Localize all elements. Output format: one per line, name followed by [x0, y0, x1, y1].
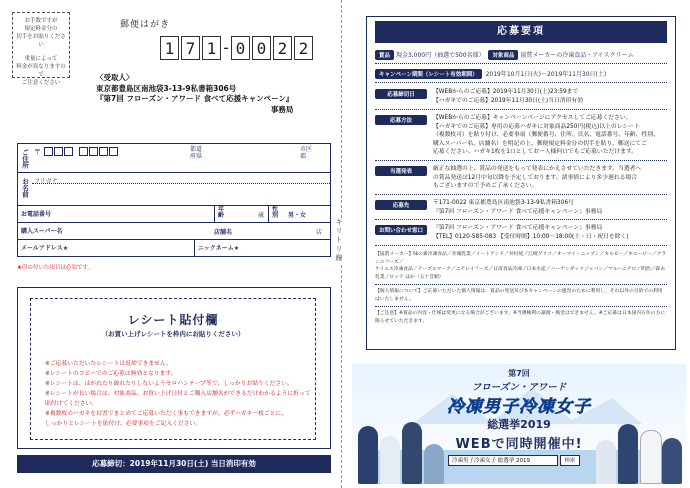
address-line: 東京都豊島区南池袋3-13-9私書箱306号	[96, 83, 237, 93]
zip-digit: 2	[294, 36, 313, 60]
form-note: ★印の付いた項目は必須です。	[17, 265, 93, 271]
target-tag: 対象商品	[488, 50, 518, 60]
caution-note: 【ご注意】※賞品の内容・仕様は変更になる場合がございます。※当選権利の譲渡・換金はできません。※ご応募は日本国内在住の方に限らせていただきます。	[375, 311, 666, 324]
store-unit: 店	[316, 229, 323, 236]
stamp-note-5: 重量によって	[24, 56, 58, 62]
contact-text: 『第7回 フローズン・アワード 食べて応援キャンペーン』事務局 【TEL】0120-585-083 【受付時間】10:00～18:00(土・日・祝日を除く)	[433, 225, 629, 240]
address-tag: 応募先	[375, 200, 427, 210]
gender-options[interactable]: 男・女	[288, 212, 307, 219]
period-value: 2019年10月1日(火)～2019年11月30日(土)	[485, 71, 607, 78]
zip-digit: 7	[181, 36, 200, 60]
name-label: お名前	[21, 178, 29, 198]
cut-line-label: キリトリ線	[335, 218, 343, 263]
email-label: メールアドレス★	[21, 245, 69, 252]
contact-tag: お問い合わせ窓口	[375, 225, 427, 235]
zip-digit: 2	[273, 36, 292, 60]
banner-web-notice: WEBで同時開催中!	[455, 437, 583, 452]
banner-award: フローズン・アワード	[471, 382, 567, 393]
person-figure	[424, 444, 444, 484]
person-figure	[402, 422, 422, 484]
receipt-area	[17, 287, 331, 449]
phone-row[interactable]	[18, 206, 330, 223]
furigana-label: フリガナ	[34, 178, 58, 185]
deadline-tag: 応募締切日	[375, 89, 427, 99]
zip-digit: 1	[160, 36, 179, 60]
address-row[interactable]	[18, 144, 330, 173]
receipt-notes	[45, 359, 315, 429]
zip-input-boxes[interactable]	[44, 147, 118, 156]
announce-tag: 当選発表	[375, 166, 427, 176]
sponsor-list-2: ケイエス冷凍食品／テーブルマーク／ニチレイフーズ／日清食品冷凍／日本水産／ハーゲンダッツジャパン／マルハニチロ／明治／森永乳業／ロッテ ほか（五十音順）	[375, 267, 666, 280]
requirements-panel	[366, 16, 676, 350]
recipient-label: 〈受取人〉	[96, 73, 134, 82]
list-item: ※レシートが長い場合は、対象商品、お買い上げ日付とご購入店舗名ができるだけわかるように折って貼付けてください。	[45, 391, 311, 407]
zip-code-boxes	[160, 36, 313, 60]
prize-line	[375, 50, 634, 60]
office-name: 事務局	[270, 104, 294, 114]
recipient-address	[96, 73, 293, 115]
email-row[interactable]	[18, 240, 330, 256]
person-figure	[662, 438, 682, 484]
list-item: ※ご応募いただいたレシートは返却できません。	[45, 361, 172, 367]
person-figure	[618, 424, 638, 484]
method-text: 【WEBからのご応募】キャンペーンページにアクセスしてご応募ください。 【ハガキでのご応募】専用の応募ハガキに対象商品250円(税込)以上のレシート （複数枚可）を貼り付け、必要事項（郵便番号、住所、氏名、電話番号、年齢、性別、 購入スーパー名、店舗名）を明記の上、郵便規定料金分の切手を貼り、郵送にてご 応募ください。ハガキ1枚を1口としてお一人様何口でもご応募いただけます。	[433, 115, 659, 155]
zip-digit: 1	[202, 36, 221, 60]
store-label: 購入スーパー名	[21, 228, 63, 235]
stamp-area	[12, 12, 70, 86]
receipt-title: レシート貼付欄	[127, 313, 219, 327]
stamp-note-2: 規定料金分の	[24, 26, 58, 32]
stamp-note-7: ご注意ください	[21, 80, 61, 86]
banner-election: 総選挙2019	[487, 418, 551, 431]
requirements-title: 応募要項	[375, 21, 667, 43]
list-item: しっかりとレシートを貼付け、必要事項をご記入ください。	[45, 421, 202, 427]
address-text: 〒171-0022 東京都豊島区南池袋3-13-9私書箱306号 『第7回 フローズン・アワード 食べて応援キャンペーン』事務局	[433, 200, 603, 215]
search-button[interactable]: 検索	[560, 455, 580, 466]
fine-print	[375, 251, 667, 325]
stamp-note-6: 料金が異なりますので	[16, 64, 66, 78]
sponsor-list: 【協賛メーカー】味の素冷凍食品／赤城乳業／イートアンド／井村屋／江崎グリコ／オーマイ・ニップン／カルビー／キユーピー／クラシエフーズ／	[375, 252, 667, 265]
zip-digit: 0	[231, 36, 250, 60]
address-label: ご住所	[21, 149, 29, 169]
stamp-note-3: 切手をお貼りください	[16, 34, 66, 48]
deadline-text: 【WEBからのご応募】2019年11月30日(土)23:59まで 【ハガキでのご応募】2019年11月30日(土)当日消印有効	[433, 89, 583, 104]
election-banner[interactable]	[352, 364, 686, 484]
age-label: 年齢	[218, 206, 225, 219]
entry-form	[17, 143, 331, 257]
banner-edition: 第7回	[508, 369, 530, 378]
announce-text: 厳正な抽選の上、賞品の発送をもって発表にかえさせていただきます。当選者へ の賞品発送は12月中旬以降を予定しております。諸事情により多少遅れる場合 もございますので予めご了承ください。	[433, 166, 642, 189]
nickname-label: ニックネーム★	[198, 245, 240, 252]
receipt-subtitle: （お買い上げレシートを枠内にお貼りください）	[101, 330, 245, 338]
search-input[interactable]: 冷凍男子冷凍女子 総選挙 2019	[448, 455, 558, 466]
list-item: ※レシートのコピーでのご応募は無効となります。	[45, 371, 177, 377]
postcard-header: 郵便はがき	[120, 20, 171, 30]
period-line	[375, 69, 606, 79]
prefecture-label: 都道 府県	[190, 146, 203, 160]
store-name-label: 店舗名	[214, 229, 233, 236]
zip-digit: 0	[252, 36, 271, 60]
zip-mark: 〒	[34, 148, 41, 156]
city-label: 市区 郡	[300, 146, 313, 160]
receipt-paste-frame	[30, 298, 316, 440]
gender-label: 性別	[272, 206, 279, 219]
name-row[interactable]	[18, 173, 330, 206]
age-unit: 歳	[258, 212, 265, 219]
list-item: ※レシートは、はがれたり破れたりしないようセロハンテープ等で、しっかりお貼りください。	[45, 381, 293, 387]
method-tag: 応募方法	[375, 115, 427, 125]
person-figure	[596, 440, 616, 484]
privacy-note: 【個人情報について】ご応募いただいた個人情報は、賞品の発送及び本キャンペーンの運営のために利用し、それ以外の目的での利用はいたしません。	[375, 289, 663, 302]
person-figure	[358, 426, 378, 484]
banner-headline: 冷凍男子冷凍女子	[447, 397, 591, 417]
stamp-note-1: お手数ですが	[24, 18, 58, 24]
prize-value: 現金3,000円（抽選で500名様）	[395, 52, 485, 59]
prize-tag: 賞品	[375, 50, 394, 60]
person-figure	[380, 436, 400, 484]
target-value: 協賛メーカーの冷凍食品・アイスクリーム	[520, 52, 634, 59]
list-item: ※複数枚のハガキを封書でまとめてご応募いただく事もできますが、必ずハガキ一枚ごとに、	[45, 411, 288, 417]
person-figure	[640, 430, 662, 484]
deadline-bar: 応募締切：2019年11月30日(土) 当日消印有効	[17, 455, 331, 473]
zip-separator: -	[221, 37, 231, 57]
phone-label: お電話番号	[21, 211, 52, 218]
campaign-name: 『第7回 フローズン・アワード 食べて応援キャンペーン』	[96, 94, 294, 103]
period-tag: キャンペーン期間（レシート有効期間）	[375, 69, 482, 79]
store-row[interactable]	[18, 223, 330, 240]
